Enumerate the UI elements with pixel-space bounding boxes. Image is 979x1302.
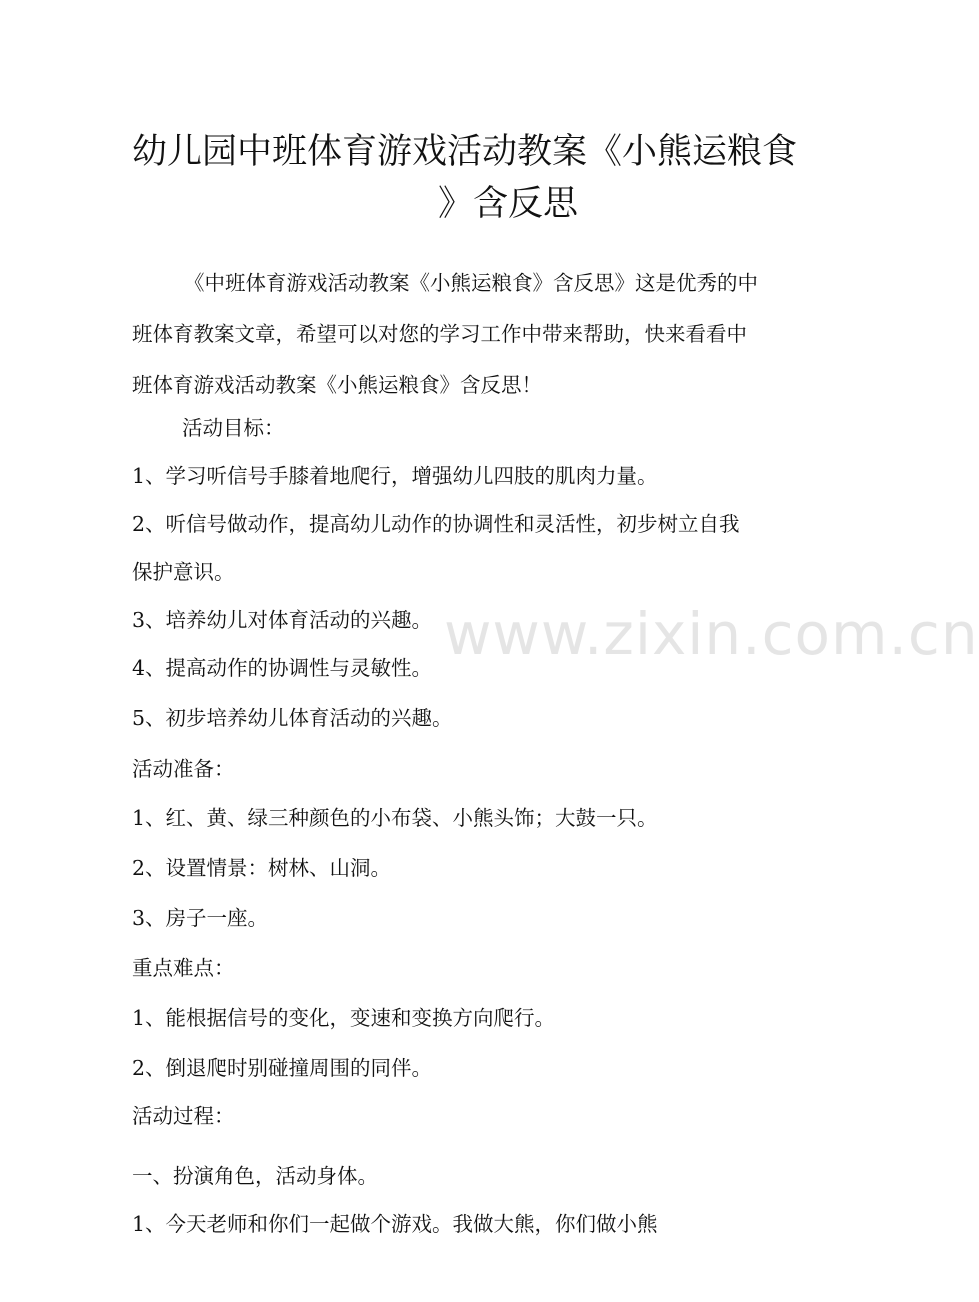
- watermark: www.zixin.com.cn: [444, 600, 979, 668]
- intro-paragraph: [132, 258, 812, 411]
- goal-item-5: 5、初步培养幼儿体育活动的兴趣。: [132, 706, 453, 730]
- goal-item-2: 2、听信号做动作，提高幼儿动作的协调性和灵活性，初步树立自我: [132, 512, 740, 536]
- process-step-one: 一、扮演角色，活动身体。: [132, 1164, 378, 1188]
- intro-line-2: 班体育教案文章，希望可以对您的学习工作中带来帮助，快来看看中: [132, 322, 747, 346]
- key-heading: 重点难点：: [132, 956, 235, 980]
- process-step-1: 1、今天老师和你们一起做个游戏。我做大熊，你们做小熊: [132, 1212, 658, 1236]
- document-title: [132, 126, 798, 230]
- intro-line-1: 《中班体育游戏活动教案《小熊运粮食》含反思》这是优秀的中: [184, 271, 758, 295]
- intro-line-3: 班体育游戏活动教案《小熊运粮食》含反思！: [132, 373, 542, 397]
- goals-heading: 活动目标：: [182, 416, 285, 440]
- prep-item-3: 3、房子一座。: [132, 906, 269, 930]
- title-line-2: 》含反思: [438, 184, 579, 224]
- key-item-2: 2、倒退爬时别碰撞周围的同伴。: [132, 1056, 433, 1080]
- prep-item-2: 2、设置情景：树林、山洞。: [132, 856, 392, 880]
- goal-item-1: 1、学习听信号手膝着地爬行，增强幼儿四肢的肌肉力量。: [132, 464, 658, 488]
- goal-item-2-cont: 保护意识。: [132, 560, 235, 584]
- process-heading: 活动过程：: [132, 1104, 235, 1128]
- goal-item-4: 4、提高动作的协调性与灵敏性。: [132, 656, 433, 680]
- prep-heading: 活动准备：: [132, 757, 235, 781]
- key-item-1: 1、能根据信号的变化，变速和变换方向爬行。: [132, 1006, 556, 1030]
- prep-item-1: 1、红、黄、绿三种颜色的小布袋、小熊头饰；大鼓一只。: [132, 806, 658, 830]
- goal-item-3: 3、培养幼儿对体育活动的兴趣。: [132, 608, 433, 632]
- title-line-1: 幼儿园中班体育游戏活动教案《小熊运粮食: [132, 132, 798, 172]
